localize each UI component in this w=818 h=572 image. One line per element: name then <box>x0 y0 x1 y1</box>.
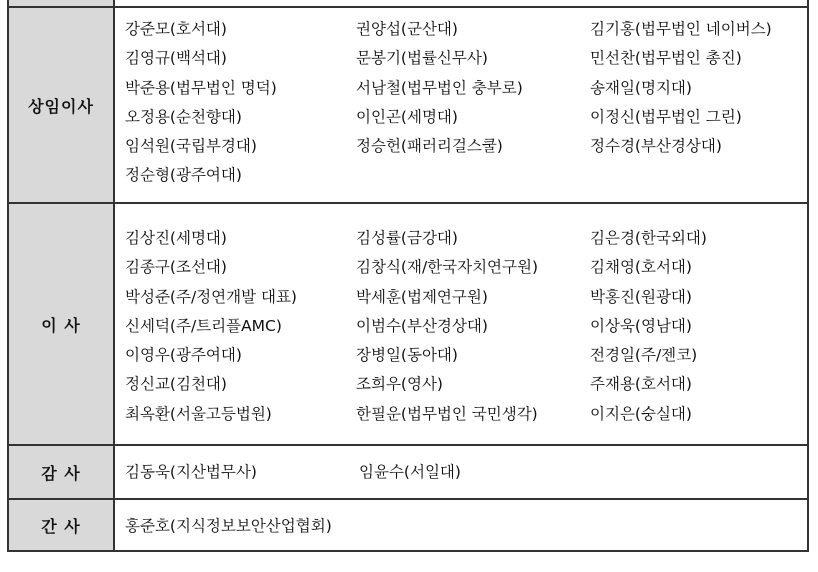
member-name: 신세덕(주/트리플AMC) <box>125 316 282 335</box>
member-name: 정신교(김천대) <box>125 375 227 394</box>
member-name: 이지은(숭실대) <box>590 404 692 423</box>
member-name: 이영우(광주여대) <box>125 346 242 365</box>
member-name: 송재일(명지대) <box>590 78 692 97</box>
table-top-row <box>8 0 808 7</box>
member-name: 장병일(동아대) <box>356 346 458 365</box>
section-members-cell <box>114 203 808 445</box>
member-name: 박준용(법무법인 명덕) <box>125 78 277 97</box>
member-name: 최옥환(서울고등법원) <box>125 404 272 423</box>
section-members-cell <box>114 7 808 203</box>
member-name: 이범수(부산경상대) <box>356 316 488 335</box>
member-name: 박세훈(법제연구원) <box>356 287 488 306</box>
member-name: 이인곤(세명대) <box>356 107 458 126</box>
section-title-auditors: 감 사 <box>8 445 114 499</box>
member-name: 이상욱(영남대) <box>590 316 692 335</box>
member-name: 김창식(재/한국자치연구원) <box>356 258 539 277</box>
member-name: 임윤수(서일대) <box>359 463 461 481</box>
officer-roster-table <box>7 0 809 552</box>
section-standing-directors <box>8 7 808 203</box>
member-name: 정수경(부산경상대) <box>590 137 722 156</box>
member-name: 홍준호(지식정보보안산업협회) <box>125 517 332 535</box>
section-members-cell <box>114 499 808 551</box>
section-auditors <box>8 445 808 499</box>
member-name: 조희우(영사) <box>356 375 443 394</box>
member-name: 김종구(조선대) <box>125 258 227 277</box>
section-title-standing-directors: 상임이사 <box>8 7 114 203</box>
member-name: 김상진(세명대) <box>125 229 227 247</box>
member-name: 문봉기(법률신무사) <box>356 49 488 68</box>
member-grid <box>115 8 807 197</box>
member-name: 정승헌(패러리걸스쿨) <box>356 137 503 156</box>
member-name: 박홍진(원광대) <box>590 287 692 306</box>
member-name: 김은경(한국외대) <box>590 229 707 247</box>
member-grid <box>115 204 807 435</box>
member-name: 임석원(국립부경대) <box>125 137 257 156</box>
member-name: 한필운(법무법인 국민생각) <box>356 404 538 423</box>
top-row-body-cell <box>114 0 808 7</box>
member-name: 정순형(광주여대) <box>125 166 242 185</box>
member-name: 김채영(호서대) <box>590 258 692 277</box>
section-title-directors: 이 사 <box>8 203 114 445</box>
member-name: 김기홍(법무법인 네이버스) <box>590 20 772 38</box>
member-grid <box>115 500 807 547</box>
member-name: 김성률(금강대) <box>356 229 458 247</box>
section-title-secretary: 간 사 <box>8 499 114 551</box>
member-name: 전경일(주/젠코) <box>590 346 698 365</box>
member-name: 강준모(호서대) <box>125 20 227 38</box>
member-name: 박성준(주/정연개발 대표) <box>125 287 297 306</box>
member-name: 김영규(백석대) <box>125 49 227 68</box>
member-name: 권양섭(군산대) <box>356 20 458 38</box>
member-grid <box>115 446 807 493</box>
section-directors <box>8 203 808 445</box>
member-name: 주재용(호서대) <box>590 375 692 394</box>
member-name: 이정신(법무법인 그린) <box>590 107 742 126</box>
member-name: 김동욱(지산법무사) <box>125 463 257 481</box>
member-name: 서남철(법무법인 충부로) <box>356 78 523 97</box>
section-secretary <box>8 499 808 551</box>
section-members-cell <box>114 445 808 499</box>
member-name: 민선찬(법무법인 총진) <box>590 49 742 68</box>
top-row-header-cell <box>8 0 114 7</box>
member-name: 오정용(순천향대) <box>125 107 242 126</box>
